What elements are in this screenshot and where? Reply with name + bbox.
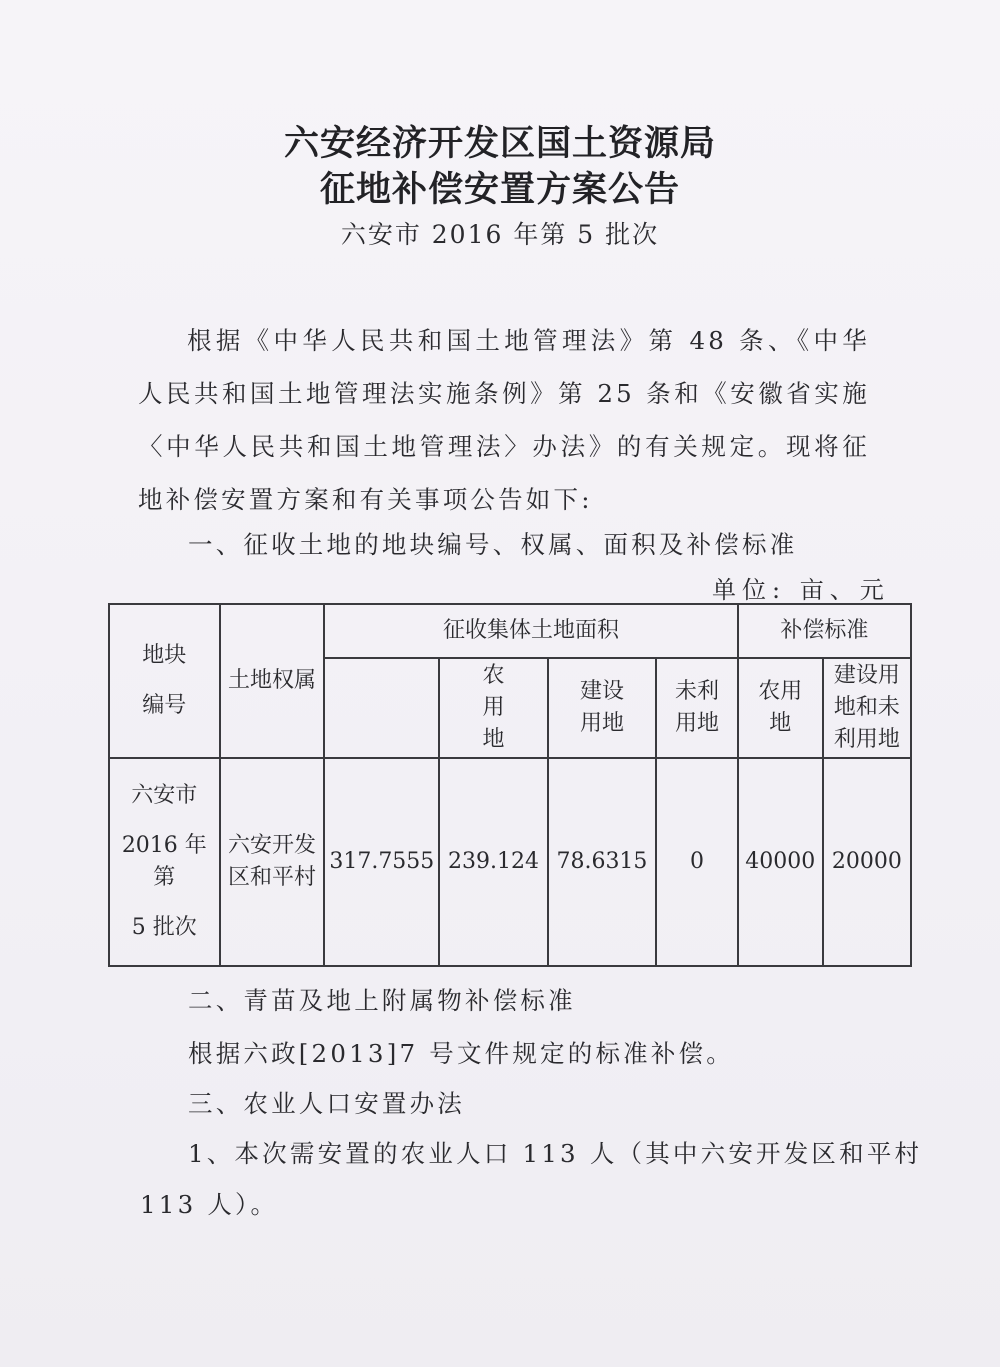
item1-line2: 113 人）。 [140, 1190, 279, 1219]
item1-line1: 1、本次需安置的农业人口 113 人（其中六安开发区和平村 [188, 1139, 923, 1168]
header-comp-other-line2: 地和未 [833, 695, 900, 720]
header-comp-farmland-line2: 地 [769, 711, 792, 736]
header-comp-farmland-line1: 农用 [758, 679, 803, 704]
section1-heading: 一、征收土地的地块编号、权属、面积及补偿标准 [188, 530, 798, 559]
cell-owner [220, 758, 325, 966]
header-unused-line2: 用地 [674, 711, 719, 736]
intro-paragraph: 根据《中华人民共和国土地管理法》第 48 条、《中华人民共和国土地管理法实施条例》第 25 条和《安徽省实施〈中华人民共和国土地管理法〉办法》的有关规定。现将征地补偿安置方案和有关事项公告如下: [138, 326, 870, 514]
header-comp-other [823, 658, 911, 758]
cell-comp-farmland: 40000 [738, 758, 823, 966]
cell-plot-line1: 六安市 [131, 783, 198, 808]
cell-comp-other: 20000 [823, 758, 911, 966]
cell-plot-line2: 2016 年第 [121, 833, 207, 890]
header-comp-other-line1: 建设用 [833, 663, 900, 688]
cell-owner-line2: 区和平村 [227, 865, 316, 890]
cell-construction: 78.6315 [548, 758, 656, 966]
header-total [324, 658, 439, 758]
cell-owner-line1: 六安开发 [227, 833, 316, 858]
section3-heading: 三、农业人口安置办法 [188, 1089, 465, 1118]
header-unused-line1: 未利 [674, 679, 719, 704]
header-construction-line2: 用地 [579, 711, 624, 736]
header-farmland-line1: 农 [482, 663, 505, 688]
section2-heading: 二、青苗及地上附属物补偿标准 [188, 986, 576, 1015]
header-plot-no [109, 604, 220, 758]
header-comp-other-line3: 利用地 [833, 727, 900, 752]
header-comp-farmland [738, 658, 823, 758]
header-ownership: 土地权属 [220, 604, 325, 758]
header-construction [548, 658, 656, 758]
section2-text: 根据六政[2013]7 号文件规定的标准补偿。 [188, 1039, 734, 1068]
header-farmland-line2: 用 [482, 695, 505, 720]
unit-label: 单位: 亩、元 [712, 576, 890, 604]
header-construction-line1: 建设 [579, 679, 624, 704]
header-area-group: 征收集体土地面积 [324, 604, 737, 658]
header-unused [656, 658, 738, 758]
document-title-line1: 六安经济开发区国土资源局 [283, 124, 716, 164]
header-plot-no-line1: 地块 [142, 643, 187, 668]
cell-total: 317.7555 [324, 758, 439, 966]
header-farmland-line3: 地 [482, 727, 505, 752]
header-compensation-group: 补偿标准 [738, 604, 911, 658]
table-header-row-1 [109, 604, 911, 658]
header-farmland [439, 658, 547, 758]
document-title-line2: 征地补偿安置方案公告 [319, 170, 680, 210]
header-plot-no-line2: 编号 [142, 693, 187, 718]
cell-plot [109, 758, 220, 966]
land-table [108, 603, 912, 967]
cell-unused: 0 [656, 758, 738, 966]
cell-farmland: 239.124 [439, 758, 547, 966]
cell-plot-line3: 5 批次 [131, 915, 197, 940]
table-row [109, 758, 911, 966]
document-subtitle: 六安市 2016 年第 5 批次 [340, 220, 660, 249]
